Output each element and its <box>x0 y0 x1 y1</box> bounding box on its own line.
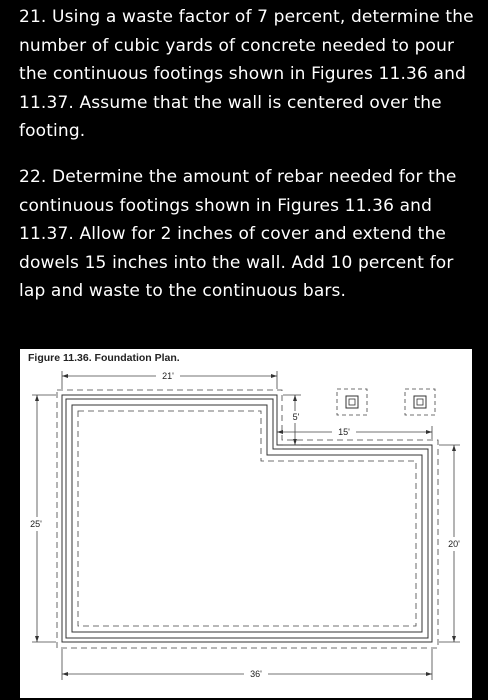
pier-1 <box>337 389 367 415</box>
foundation-plan-drawing <box>20 349 472 698</box>
dim-label-top-left: 21' <box>162 371 174 381</box>
dim-label-left: 25' <box>30 519 42 529</box>
footing-dashed-lines <box>57 390 438 648</box>
dimension-labels <box>26 370 466 680</box>
wall-outer-line <box>66 399 428 638</box>
dim-label-right: 20' <box>448 539 460 549</box>
question-21-text: 21. Using a waste factor of 7 percent, determine the number of cubic yards of concrete needed to pour the continuous footings shown in Figures 11.36 and 11.37. Assume that the wall is centered over the footing. <box>19 7 474 141</box>
figure-caption: Figure 11.36. Foundation Plan. <box>28 352 180 364</box>
wall-inner-line <box>72 405 422 632</box>
dim-label-top-right: 15' <box>338 427 350 437</box>
question-22-text: 22. Determine the amount of rebar needed for the continuous footings shown in Figures 11.36 and 11.37. Allow for 2 inches of cover and extend the dowels 15 inches into the wall. Add 10 percent for lap and waste to the continuous bars. <box>19 167 457 301</box>
dimension-lines <box>32 371 460 680</box>
dim-label-bottom: 36' <box>250 669 262 679</box>
pier-2 <box>405 389 435 415</box>
dim-label-notch: 5' <box>292 412 300 422</box>
dimension-arrowheads <box>35 374 456 676</box>
foundation-plan-figure <box>20 349 472 698</box>
footing-outer-dashed <box>57 390 438 648</box>
footing-inner-dashed <box>78 411 416 626</box>
